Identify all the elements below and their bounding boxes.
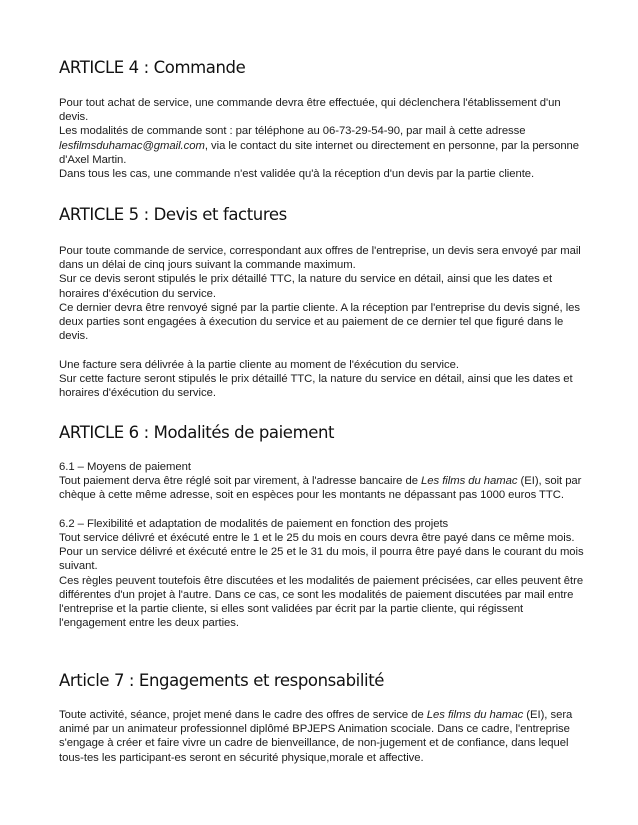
article-5-paragraph: Sur ce devis seront stipulés le prix détaillé TTC, la nature du service en détail, ainsi que les dates et horaires d'éxécution du service. (59, 273, 553, 300)
article-5-paragraph: Sur cette facture seront stipulés le prix détaillé TTC, la nature du service en détail, ainsi que les dates et horaires d'éxécution du service. (59, 372, 573, 400)
company-name: Les films du hamac (426, 709, 524, 721)
company-name: Les films du hamac (421, 475, 518, 488)
article-5-paragraph: Pour toute commande de service, correspondant aux offres de l'entreprise, un devis sera envoyé par mail dans un délai de cinq jours suivant la commande maximum. (59, 245, 581, 272)
article-6-heading: ARTICLE 6 : Modalités de paiement (59, 423, 335, 442)
article-7-body (59, 708, 584, 765)
text: Toute activité, séance, projet mené dans le cadre des offres de service de (59, 709, 427, 721)
article-6-paragraph (59, 474, 584, 502)
article-5-body (59, 244, 584, 400)
subsection-title: 6.1 – Moyens de paiement (59, 461, 191, 473)
article-4-body (59, 96, 584, 181)
text: Tout paiement derva être réglé soit par virement, à l'adresse bancaire de (59, 475, 422, 488)
article-5-paragraph: Ce dernier devra être renvoyé signé par la partie cliente. A la réception par l'entreprise du devis signé, les deux parties sont engagées à éxecution du service et au paiement de ce dernier tel que figuré dans le devis. (59, 301, 581, 343)
article-6-body (59, 460, 584, 630)
article-6-paragraph: Tout service délivré et éxécuté entre le 1 et le 25 du mois en cours devra être payé dans ce même mois. Pour un service délivré et éxécuté entre le 25 et le 31 du mois, il pourra être payé dans le courant du mois suivant. (59, 532, 584, 573)
article-6-paragraph: Ces règles peuvent toutefois être discutées et les modalités de paiement précisées, car elles peuvent être différentes d'un projet à l'autre. Dans ce cas, ce sont les modalités de paiement discutées par mail entre l'entreprise et la partie cliente, si elles sont validées par écrit par la partie cliente, qui régissent l'engagement entre les deux parties. (59, 574, 584, 630)
text: , via le contact du site internet ou directement en personne, par la personne d'Axel Martin. (59, 139, 580, 166)
article-7-heading: Article 7 : Engagements et responsabilité (59, 671, 385, 690)
article-4-paragraph: Dans tous les cas, une commande n'est validée qu'à la réception d'un devis par la partie cliente. (59, 168, 535, 181)
text: Les modalités de commande sont : par téléphone au 06-73-29-54-90, par mail à cette adresse (59, 125, 526, 138)
article-7-paragraph (59, 708, 584, 765)
text: (EI), sera animé par un animateur professionnel diplômé BPJEPS Animation scociale. Dans ce cadre, l'entreprise s'engage à créer et faire vivre un cadre de bienveillance, de non-jugement et de confiance, dans lequel tous-tes les participant-es seront en sécurité physique,morale et affective. (59, 709, 573, 764)
subsection-title: 6.2 – Flexibilité et adaptation de modalités de paiement en fonction des projets (59, 517, 449, 530)
article-5-heading: ARTICLE 5 : Devis et factures (59, 205, 287, 224)
article-4-heading: ARTICLE 4 : Commande (59, 58, 246, 77)
article-4-paragraph: Pour tout achat de service, une commande devra être effectuée, qui déclenchera l'établissement d'un devis. (59, 97, 561, 124)
email-link[interactable]: lesfilmsduhamac@gmail.com (59, 139, 205, 152)
article-5-paragraph: Une facture sera délivrée à la partie cliente au moment de l'éxécution du service. (59, 358, 459, 371)
article-4-paragraph (59, 124, 584, 167)
text: (EI), soit par chèque à cette même adresse, soit en espèces pour les montants ne dépassant pas 1000 euros TTC. (59, 475, 582, 502)
